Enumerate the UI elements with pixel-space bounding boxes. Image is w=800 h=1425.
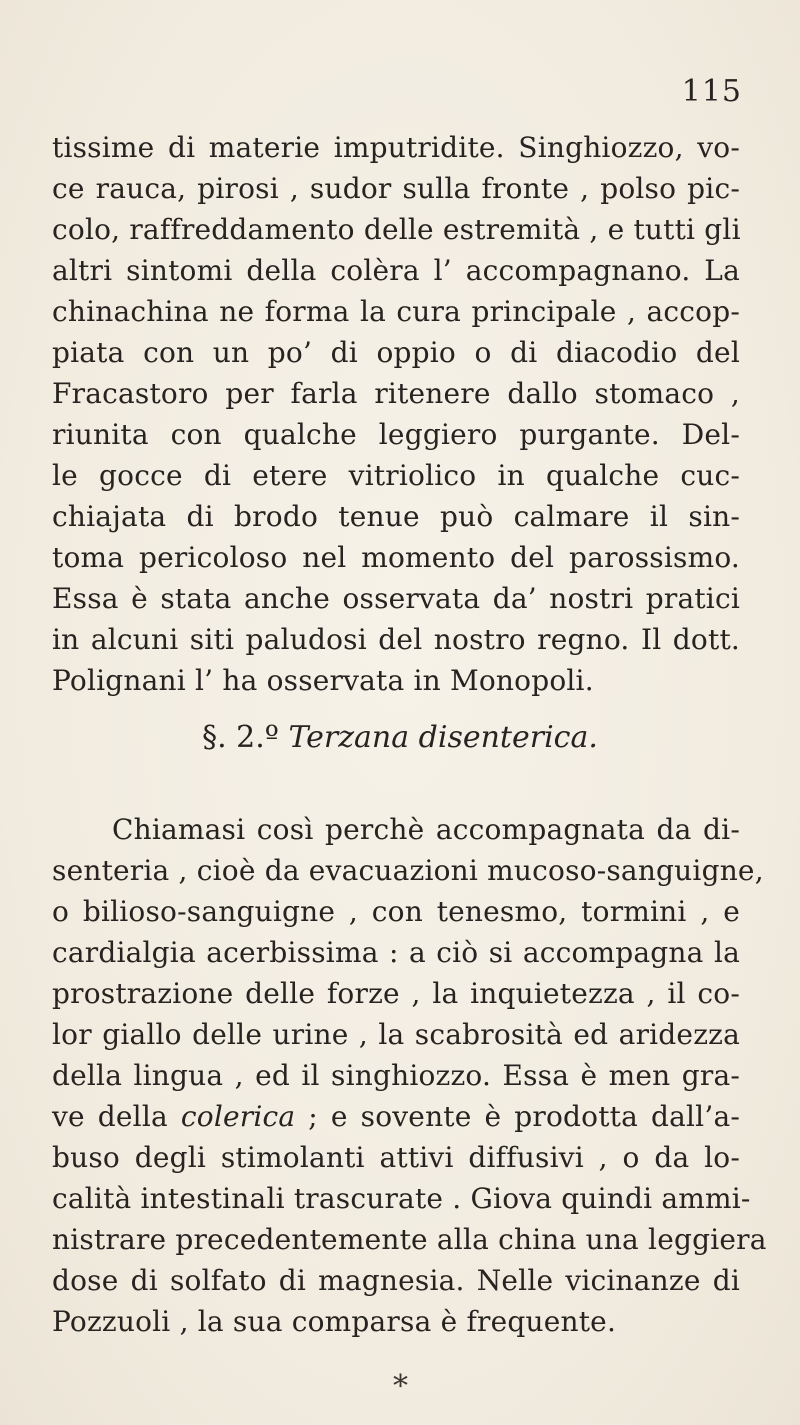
text-line: le gocce di etere vitriolico in qualche cuc- bbox=[52, 459, 740, 492]
section-title: Terzana disenterica. bbox=[288, 720, 598, 755]
text-line: lor giallo delle urine , la scabrosità ed aridezza bbox=[52, 1018, 740, 1051]
text-line: chinachina ne forma la cura principale , accop- bbox=[52, 295, 740, 328]
text-line: cardialgia acerbissima : a ciò si accompagna la bbox=[52, 936, 740, 969]
text-line-with-italic bbox=[52, 1099, 740, 1135]
signature-mark: * bbox=[393, 1369, 408, 1404]
text-line: Chiamasi così perchè accompagnata da di- bbox=[112, 813, 740, 846]
text-line: Polignani l’ ha osservata in Monopoli. bbox=[52, 664, 594, 697]
text-line: Pozzuoli , la sua comparsa è frequente. bbox=[52, 1305, 617, 1338]
text-line: colo, raffreddamento delle estremità , e tutti gli bbox=[52, 213, 741, 246]
text-line: Fracastoro per farla ritenere dallo stomaco , bbox=[52, 377, 740, 410]
text-line: Essa è stata anche osservata da’ nostri pratici bbox=[52, 582, 740, 615]
text-line: della lingua , ed il singhiozzo. Essa è men gra- bbox=[52, 1059, 740, 1092]
text-line: prostrazione delle forze , la inquietezza , il co- bbox=[52, 977, 740, 1010]
text-run: ; e sovente è prodotta dall’a- bbox=[295, 1100, 740, 1133]
text-line: calità intestinali trascurate . Giova quindi ammi- bbox=[52, 1182, 751, 1215]
text-line: altri sintomi della colèra l’ accompagnano. La bbox=[52, 254, 740, 287]
text-line: in alcuni siti paludosi del nostro regno. Il dott. bbox=[52, 623, 740, 656]
section-heading bbox=[0, 720, 800, 756]
text-line: tissime di materie imputridite. Singhiozzo, vo- bbox=[52, 131, 740, 164]
text-line: senteria , cioè da evacuazioni mucoso-sanguigne, bbox=[52, 854, 764, 887]
text-line: toma pericoloso nel momento del parossismo. bbox=[52, 541, 740, 574]
section-number: §. 2.º bbox=[202, 720, 279, 755]
text-line: buso degli stimolanti attivi diffusivi , o da lo- bbox=[52, 1141, 740, 1174]
text-line: ce rauca, pirosi , sudor sulla fronte , polso pic- bbox=[52, 172, 740, 205]
text-run: ve della bbox=[52, 1100, 181, 1133]
italic-term: colerica bbox=[180, 1100, 296, 1133]
page-number: 115 bbox=[681, 74, 742, 109]
text-line: o bilioso-sanguigne , con tenesmo, tormini , e bbox=[52, 895, 740, 928]
text-line: riunita con qualche leggiero purgante. Del- bbox=[52, 418, 740, 451]
text-line: piata con un po’ di oppio o di diacodio del bbox=[52, 336, 740, 369]
text-line: chiajata di brodo tenue può calmare il sin- bbox=[52, 500, 740, 533]
text-line: nistrare precedentemente alla china una leggiera bbox=[52, 1223, 767, 1256]
text-line: dose di solfato di magnesia. Nelle vicinanze di bbox=[52, 1264, 740, 1297]
